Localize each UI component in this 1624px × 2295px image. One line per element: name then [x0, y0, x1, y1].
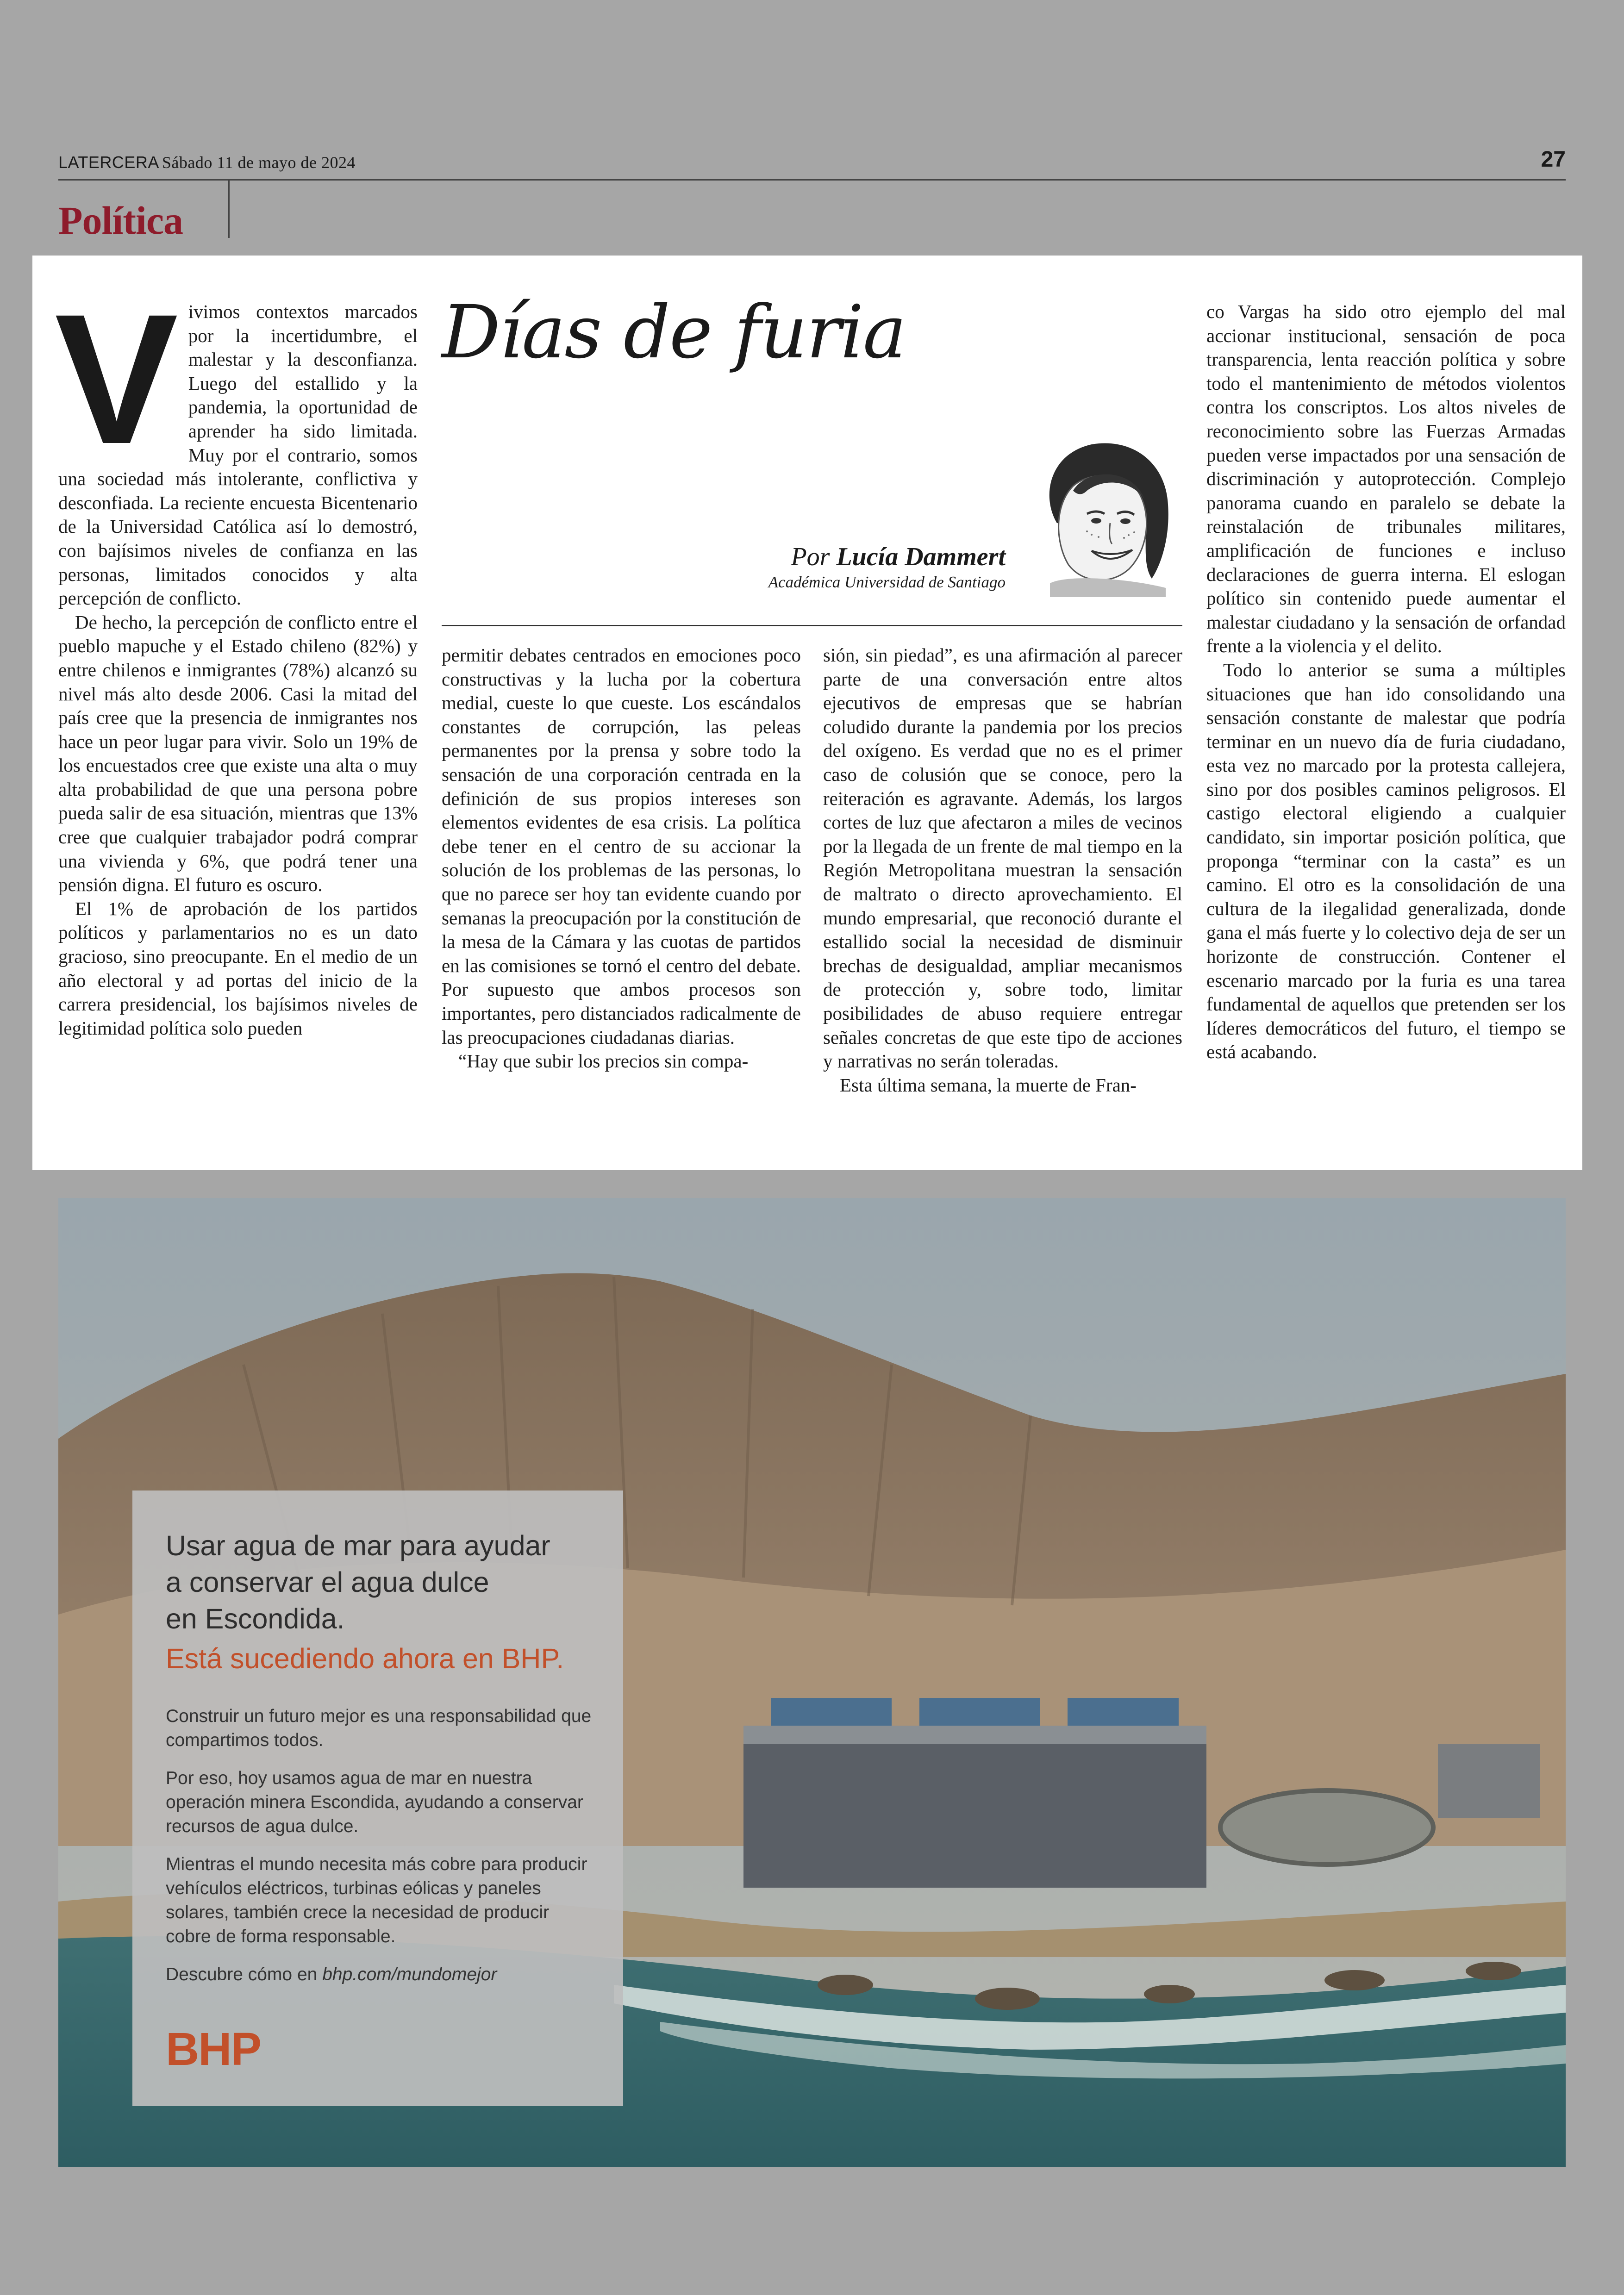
page-number: 27	[1541, 147, 1566, 172]
headline-rule	[442, 625, 1182, 626]
lead-paragraph: Vivimos contextos marcados por la incertidumbre, el malestar y la desconfianza. Luego del estallido y la pandemia, la oportunidad de aprender ha sido limitada. Muy por el contrario, somos una sociedad más intolerante, conflictiva y desconfiada. La reciente encuesta Bicentenario de la Universidad Católica así lo demostró, con bajísimos niveles de confianza en las personas, limitados conocidos y alta percepción de conflicto.	[55, 275, 418, 609]
article-column-3	[823, 643, 1182, 1097]
ad-cta: Descubre cómo en bhp.com/mundomejor	[166, 1964, 497, 1984]
header-rule	[58, 179, 1566, 181]
paragraph-continued: co Vargas ha sido otro ejemplo del mal accionar institucional, sensación de poca transparencia, lenta reacción política y sobre todo el mantenimiento de métodos violentos contra los conscriptos. Los altos niveles de reconocimiento sobre las Fuerzas Armadas pueden verse impactados por una sensación de discriminación y autoprotección. Complejo panorama cuando en paralelo se debate la reinstalación de tribunales militares, amplificación de funciones e incluso declaraciones de guerra interna. El eslogan político sin contenido puede aumentar el malestar ciudadano y la sensación de orfandad frente a la violencia y el delito.	[1206, 301, 1566, 657]
bhp-advertisement	[58, 1198, 1566, 2167]
page-header	[58, 139, 1566, 181]
article-column-2	[442, 643, 801, 1073]
issue-date: Sábado 11 de mayo de 2024	[162, 153, 356, 172]
paragraph: “Hay que subir los precios sin compa-	[458, 1050, 749, 1072]
ad-paragraph: Mientras el mundo necesita más cobre para producir vehículos eléctricos, turbinas eólicas y paneles solares, también crece la necesidad de producir cobre de forma responsable.	[166, 1854, 587, 1946]
section-name: Política	[58, 198, 183, 243]
ad-tagline: Está sucediendo ahora en BHP.	[166, 1643, 564, 1674]
bhp-logo: BHP	[166, 2023, 261, 2075]
byline-prefix: Por	[791, 543, 830, 571]
paragraph: Todo lo anterior se suma a múltiples situaciones que han ido consolidando una sensación constante de malestar que podría terminar en un nuevo día de furia ciudadano, esta vez no marcado por la protesta callejera, sino por dos posibles caminos peligrosos. El castigo electoral eligiendo a cualquier candidato, sin importar posición política, que proponga “terminar con la casta” es un camino. El otro es la consolidación de una cultura de la ilegalidad generalizada, donde gana el más fuerte y lo colectivo deja de ser un horizonte de construcción. Contener el escenario marcado por la furia es una tarea fundamental de aquellos que pretenden ser los líderes democráticos del futuro, el tiempo se está acabando.	[1206, 659, 1566, 1063]
ad-url[interactable]: bhp.com/mundomejor	[322, 1964, 497, 1984]
drop-cap: V	[55, 275, 178, 482]
ad-paragraph: Construir un futuro mejor es una responsabilidad que compartimos todos.	[166, 1706, 592, 1750]
section-label	[58, 181, 230, 241]
paragraph-continued: permitir debates centrados en emociones poco constructivas y la lucha por la cobertura medial, cueste lo que cueste. Los escándalos constantes de corrupción, las peleas permanentes por la prensa y sobre todo la sensación de una corporación centrada en la definición de sus propios intereses son elementos evidentes de esa crisis. La política debe tener en el centro de su accionar la solución de los problemas de las personas, lo que no parece ser hoy tan evidente cuando por semanas la preocupación por la constitución de la mesa de la Cámara y las cuotas de partidos en las comisiones se tornó el centro del debate. Por supuesto que ambos procesos son importantes, pero distanciados radicalmente de las preocupaciones ciudadanas diarias.	[442, 644, 801, 1048]
ad-paragraph: Por eso, hoy usamos agua de mar en nuestra operación minera Escondida, ayudando a conservar recursos de agua dulce.	[166, 1768, 583, 1836]
article-column-1	[55, 275, 418, 1040]
author-role: Académica Universidad de Santiago	[768, 573, 1006, 591]
author-portrait	[1013, 426, 1184, 597]
article-title: Días de furia	[442, 290, 906, 375]
paragraph: El 1% de aprobación de los partidos políticos y parlamentarios no es un dato gracioso, sino preocupante. En el medio de un año electoral y ad portas del inicio de la carrera presidencial, los bajísimos niveles de legitimidad política solo pueden	[58, 898, 418, 1039]
section-divider	[228, 181, 230, 238]
ad-headline: Usar agua de mar para ayudar a conservar el agua dulce en Escondida.	[166, 1530, 550, 1634]
paragraph: De hecho, la percepción de conflicto entre el pueblo mapuche y el Estado chileno (82%) y entre chilenos e inmigrantes (78%) alcanzó su nivel más alto desde 2006. Casi la mitad del país cree que la presencia de inmigrantes nos hace un peor lugar para vivir. Solo un 19% de los encuestados cree que existe una alta o muy alta probabilidad de que una persona pobre pueda salir de esa situación, mientras que 13% cree que cualquier trabajador podrá comprar una vivienda y 6%, que podrá tener una pensión digna. El futuro es oscuro.	[58, 611, 418, 896]
ad-body	[166, 1704, 596, 2001]
byline	[768, 542, 1006, 592]
paragraph-continued: sión, sin piedad”, es una afirmación al parecer parte de una conversación entre altos ejecutivos de empresas que se habrían coludido durante la pandemia por los precios del oxígeno. Es verdad que no es el primer caso de colusión que se conoce, pero la reiteración es agravante. Además, los largos cortes de luz que afectaron a miles de vecinos por la llegada de un frente de mal tiempo en la Región Metropolitana muestran la sensación de maltrato o directo aprovechamiento. El mundo empresarial, que reconoció durante el estallido social la necesidad de disminuir brechas de desigualdad, ampliar mecanismos de protección y, sobre todo, limitar posibilidades de abuso requiere entregar señales concretas de que este tipo de acciones y narrativas no serán toleradas.	[823, 644, 1182, 1072]
author-name: Lucía Dammert	[836, 543, 1006, 571]
ad-copy-panel	[132, 1491, 623, 2106]
newspaper-name: LATERCERA Sábado 11 de mayo de 2024	[58, 153, 356, 172]
paragraph: Esta última semana, la muerte de Fran-	[840, 1074, 1137, 1096]
article-column-4	[1206, 300, 1566, 1064]
